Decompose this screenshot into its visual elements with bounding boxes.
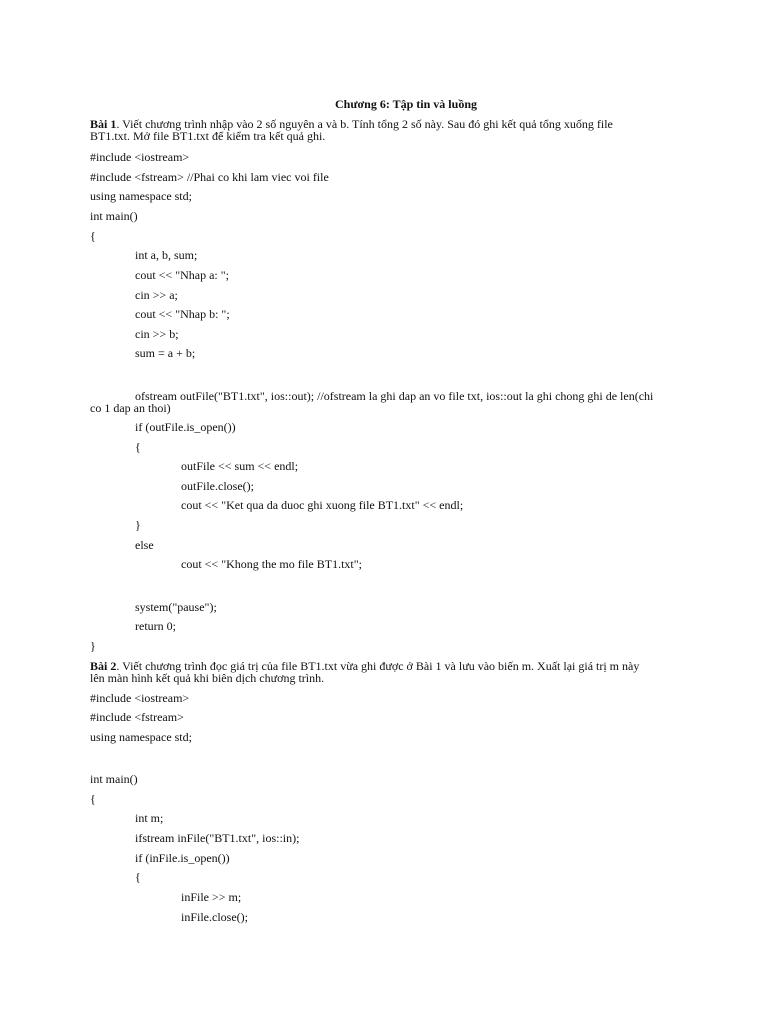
code-line: { — [90, 792, 96, 806]
code-line: #include <iostream> — [90, 691, 190, 705]
exercise-2-prompt-line-2: lên màn hình kết quả khi biên dịch chương trình. — [90, 671, 325, 685]
code-line: using namespace std; — [90, 189, 192, 203]
code-line: system("pause"); — [135, 600, 217, 614]
code-line: #include <fstream> //Phai co khi lam viec voi file — [90, 170, 329, 184]
chapter-title: Chương 6: Tập tin và luồng — [334, 97, 477, 111]
code-line: int m; — [135, 811, 164, 825]
code-line: sum = a + b; — [135, 346, 196, 360]
code-line: { — [90, 229, 96, 243]
exercise-1-label: Bài 1 — [90, 117, 117, 131]
code-line: cout << "Khong the mo file BT1.txt"; — [181, 557, 362, 571]
code-line: if (inFile.is_open()) — [135, 851, 230, 865]
exercise-2-label: Bài 2 — [90, 659, 117, 673]
code-line: cout << "Nhap b: "; — [135, 307, 230, 321]
exercise-2-text: . Viết chương trình đọc giá trị của file BT1.txt vừa ghi được ở Bài 1 và lưu vào biến m. Xuất lại giá trị m này — [116, 659, 640, 673]
code-line: return 0; — [135, 619, 176, 633]
code-line: cin >> a; — [135, 288, 178, 302]
code-line: else — [135, 538, 154, 552]
code-line: if (outFile.is_open()) — [135, 420, 236, 434]
code-line: ofstream outFile("BT1.txt", ios::out); //ofstream la ghi dap an vo file txt, ios::out la ghi chong ghi de len(chi — [135, 389, 654, 403]
code-line: #include <iostream> — [90, 150, 190, 164]
code-line: } — [90, 639, 96, 653]
code-line: { — [135, 440, 141, 454]
exercise-1-prompt-line-2: BT1.txt. Mở file BT1.txt để kiểm tra kết quả ghi. — [90, 129, 326, 143]
code-line: outFile.close(); — [181, 479, 254, 493]
code-line: { — [135, 870, 141, 884]
code-line: } — [135, 518, 141, 532]
exercise-1-text: . Viết chương trình nhập vào 2 số nguyên a và b. Tính tổng 2 số này. Sau đó ghi kết quả tổng xuống file — [116, 117, 613, 131]
code-line: int a, b, sum; — [135, 248, 198, 262]
code-line: int main() — [90, 772, 138, 786]
code-line: #include <fstream> — [90, 710, 184, 724]
code-line: using namespace std; — [90, 730, 192, 744]
code-line: cin >> b; — [135, 327, 179, 341]
code-line: int main() — [90, 209, 138, 223]
code-line: ifstream inFile("BT1.txt", ios::in); — [135, 831, 300, 845]
code-line: outFile << sum << endl; — [181, 459, 299, 473]
code-line: inFile >> m; — [181, 890, 242, 904]
code-line: inFile.close(); — [181, 910, 248, 924]
code-line: co 1 dap an thoi) — [90, 401, 171, 415]
code-line: cout << "Nhap a: "; — [135, 268, 229, 282]
code-line: cout << "Ket qua da duoc ghi xuong file BT1.txt" << endl; — [181, 498, 464, 512]
